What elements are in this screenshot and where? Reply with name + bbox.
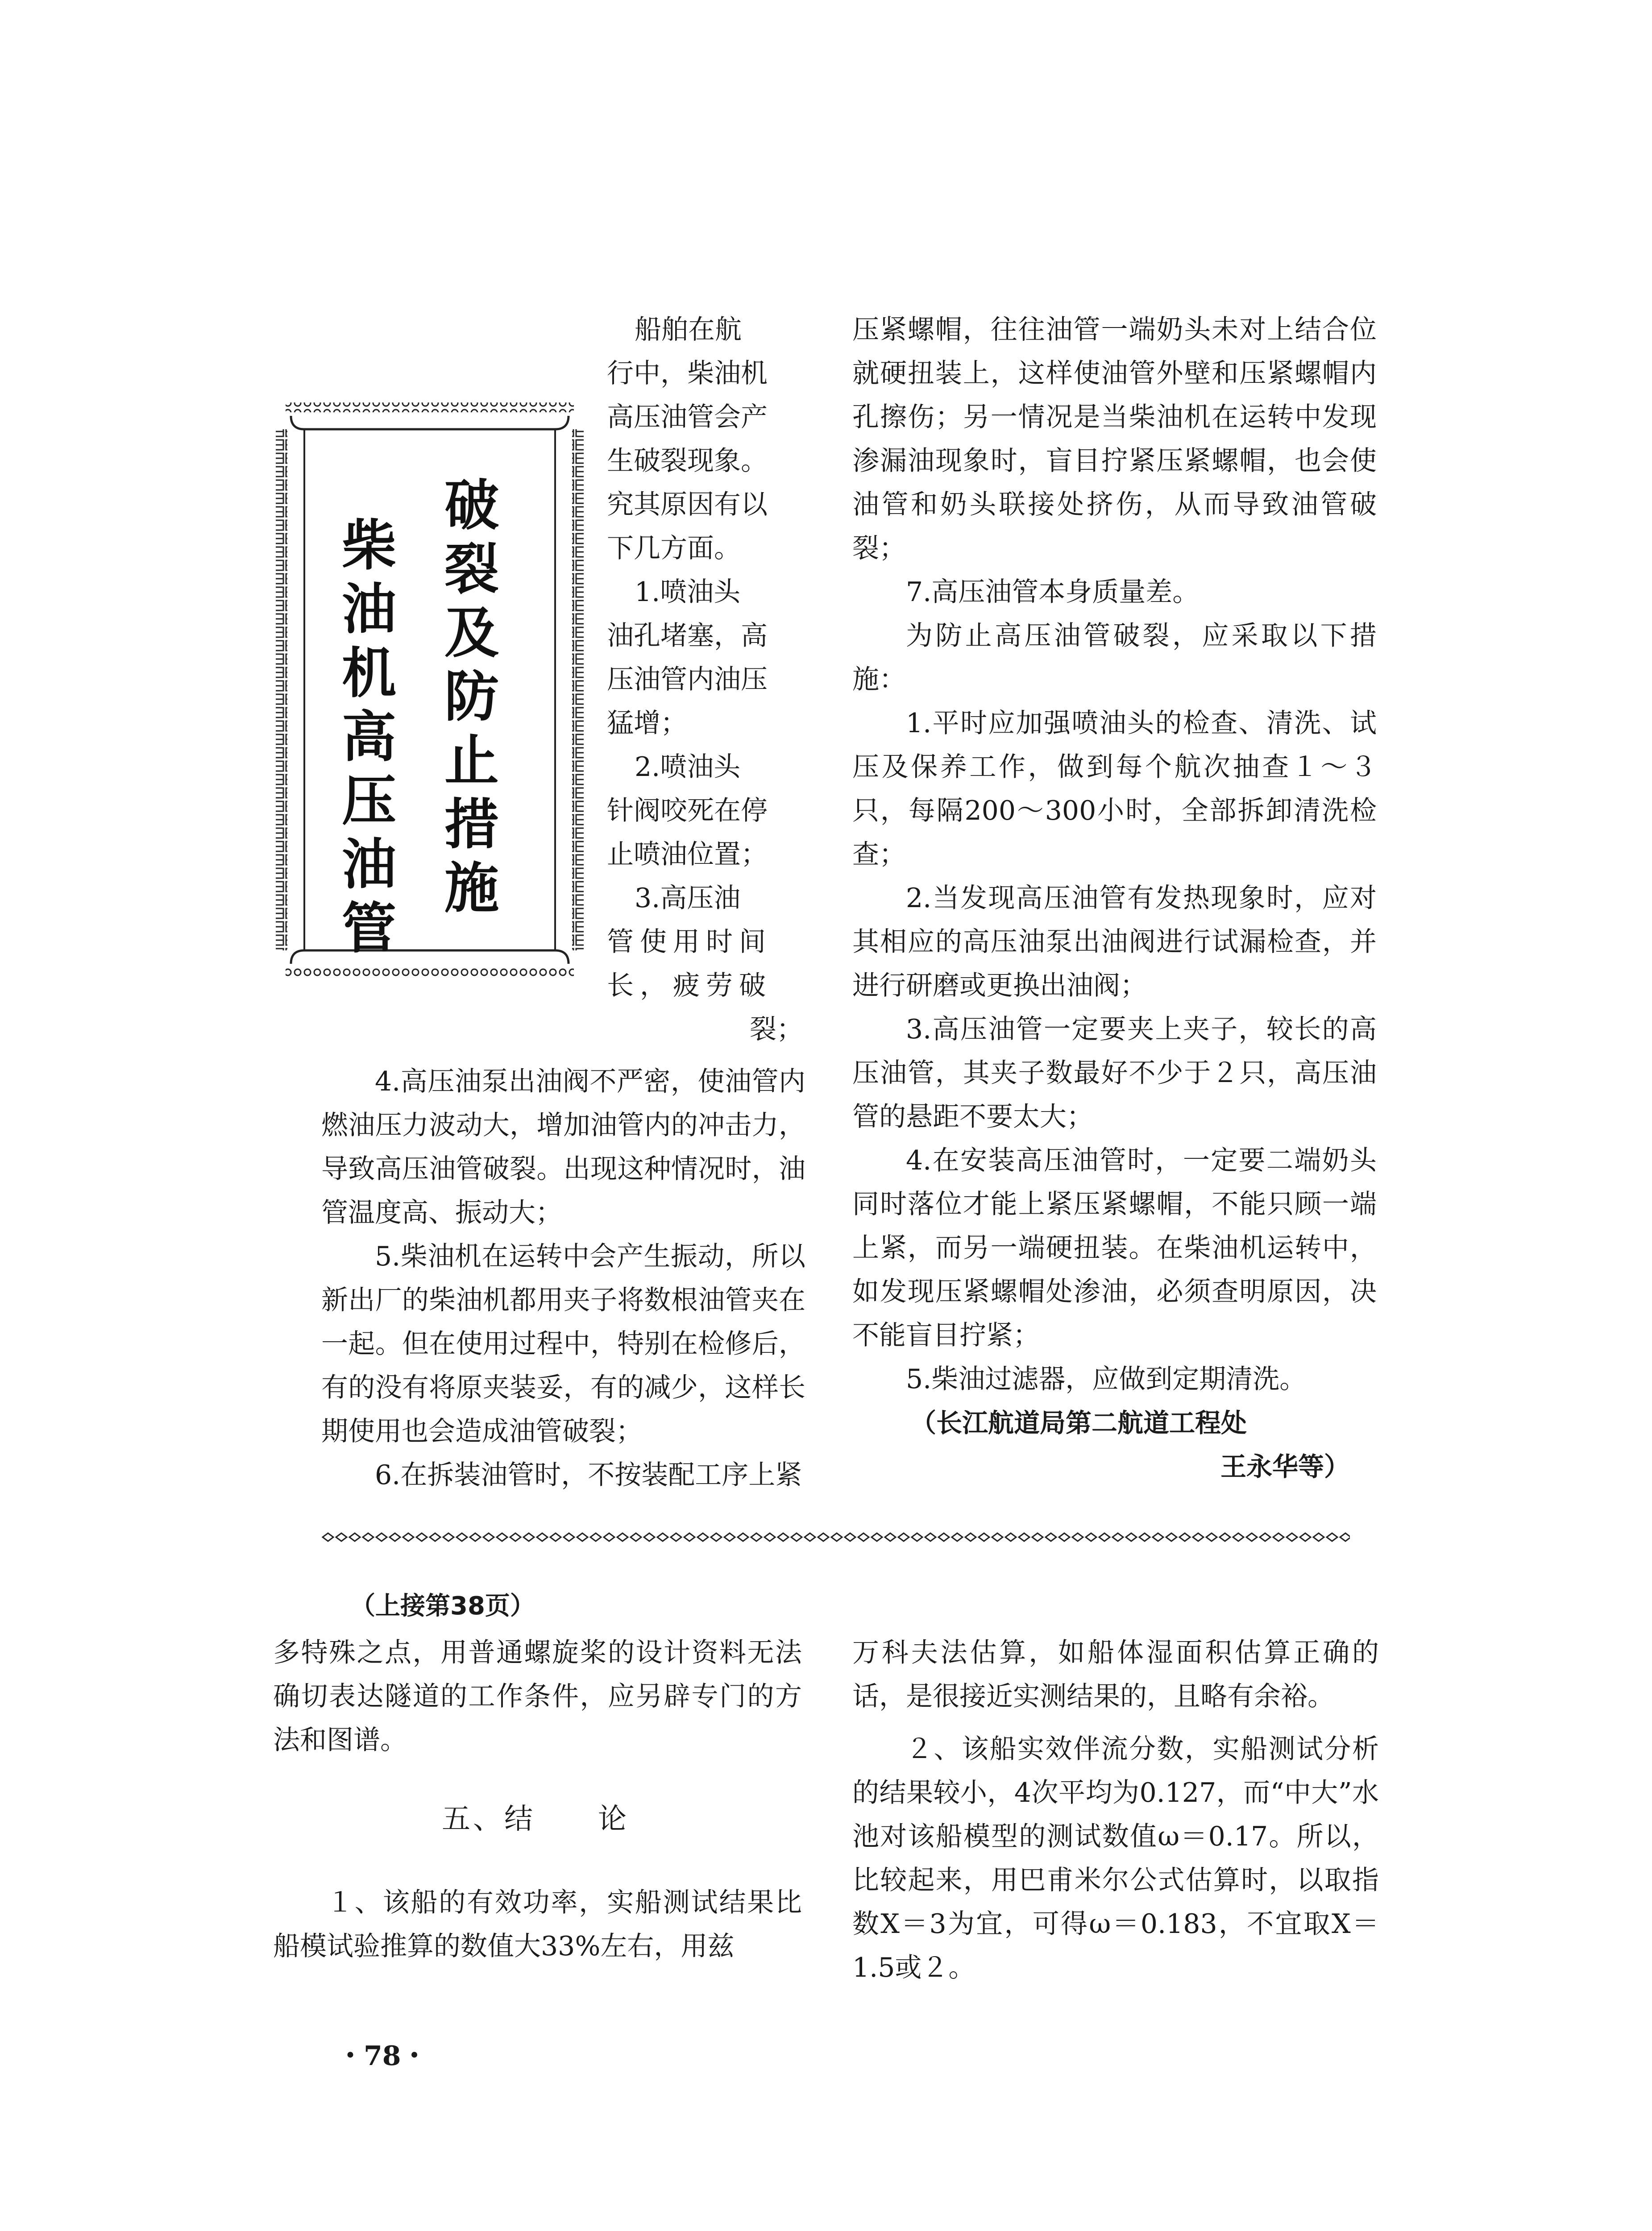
conclusion-2: ２、该船实效伴流分数，实船测试分析的结果较小，4次平均为0.127，而“中大”水池对该船模型的测试数值ω＝0.17。所以，比较起来，用巴甫米尔公式估算时，以取指数X＝3为宜，可得ω＝0.183，不宜取X＝1.5或２。 xyxy=(852,1733,1379,1983)
title-character: 压 xyxy=(342,769,396,833)
title-character: 柴 xyxy=(342,514,396,577)
item-6-continued: 压紧螺帽，往往油管一端奶头未对上结合位就硬扭装上，这样使油管外壁和压紧螺帽内孔擦伤；另一情况是当柴油机在运转中发现渗漏油现象时，盲目拧紧压紧螺帽，也会使油管和奶头联接处挤伤，从而导致油管破裂； xyxy=(852,314,1377,564)
title-character: 防 xyxy=(444,665,499,729)
item2-line: 针阀咬死在停 xyxy=(607,795,768,826)
item3-line: 3.高压油 xyxy=(635,883,741,914)
item-7: 7.高压油管本身质量差。 xyxy=(906,576,1200,608)
item3-line: 管使用时间 xyxy=(607,926,772,958)
title-column-left xyxy=(340,514,398,961)
section-heading-conclusion: 五、结 论 xyxy=(442,1803,629,1836)
item1-line: 压油管内油压 xyxy=(607,664,768,695)
title-character: 裂 xyxy=(444,538,499,601)
item-5: 5.柴油机在运转中会产生振动，所以新出厂的柴油机都用夹子将数根油管夹在一起。但在使用过程中，特别在检修后，有的没有将原夹装妥，有的减少，这样长期使用也会造成油管破裂； xyxy=(321,1241,805,1447)
item1-line: 1.喷油头 xyxy=(635,576,741,608)
attribution-line-1: （长江航道局第二航道工程处 xyxy=(910,1408,1247,1438)
measure-1: 1.平时应加强喷油头的检查、清洗、试压及保养工作，做到每个航次抽查１～３只，每隔200～300小时，全部拆卸清洗检查； xyxy=(852,708,1377,870)
attribution-line-2: 王永华等） xyxy=(1220,1451,1350,1482)
item1-line: 猛增； xyxy=(607,708,687,739)
measure-2: 2.当发现高压油管有发热现象时，应对其相应的高压油泵出油阀进行试漏检查，并进行研磨或更换出油阀； xyxy=(852,883,1377,1001)
title-character: 施 xyxy=(444,857,499,920)
title-box xyxy=(273,398,586,982)
intro-line: 船舶在航 xyxy=(635,314,742,345)
measure-4: 4.在安装高压油管时，一定要二端奶头同时落位才能上紧压紧螺帽，不能只顾一端上紧，而另一端硬扭装。在柴油机运转中，如发现压紧螺帽处渗油，必须查明原因，决不能盲目拧紧； xyxy=(852,1145,1377,1351)
continuation-paragraph: 多特殊之点，用普通螺旋桨的设计资料无法确切表达隧道的工作条件，应另辟专门的方法和图谱。 xyxy=(273,1637,802,1756)
continuation-paragraph-2: 万科夫法估算，如船体湿面积估算正确的话，是很接近实测结果的，且略有余裕。 xyxy=(852,1637,1379,1712)
title-character: 及 xyxy=(444,601,499,665)
title-character: 油 xyxy=(342,578,396,641)
item-4: 4.高压油泵出油阀不严密，使油管内燃油压力波动大，增加油管内的冲击力，导致高压油管破裂。出现这种情况时，油管温度高、振动大； xyxy=(321,1066,805,1228)
page-number: ・78・ xyxy=(337,2040,428,2072)
title-character: 机 xyxy=(342,642,396,705)
intro-line: 下几方面。 xyxy=(607,533,741,564)
title-character: 破 xyxy=(444,474,499,537)
column-1-body xyxy=(321,1060,805,1497)
measure-3: 3.高压油管一定要夹上夹子，较长的高压油管，其夹子数最好不少于２只，高压油管的悬距不要太大； xyxy=(852,1014,1377,1132)
continuation-column-1 xyxy=(273,1631,802,1762)
title-character: 措 xyxy=(444,793,499,856)
item-6-start: 6.在拆装油管时，不按装配工序上紧 xyxy=(375,1460,802,1491)
decorative-border xyxy=(273,398,586,982)
measures-intro: 为防止高压油管破裂，应采取以下措施： xyxy=(852,620,1377,695)
item1-line: 油孔堵塞，高 xyxy=(607,620,768,651)
column-2-body xyxy=(852,308,1377,1489)
continuation-label: （上接第38页） xyxy=(350,1592,535,1621)
conclusion-1: １、该船的有效功率，实船测试结果比船模试验推算的数值大33%左右，用兹 xyxy=(273,1887,802,1962)
title-column-right xyxy=(443,474,501,921)
item3-line: 裂； xyxy=(750,1014,803,1045)
item2-line: 2.喷油头 xyxy=(635,751,741,783)
item3-line: 长，疲劳破 xyxy=(607,970,772,1001)
title-character: 高 xyxy=(342,705,396,769)
continuation-column-2 xyxy=(852,1631,1379,1990)
intro-line: 行中，柴油机 xyxy=(607,358,768,389)
title-character: 止 xyxy=(444,729,499,792)
title-character: 油 xyxy=(342,833,396,896)
item2-line: 止喷油位置； xyxy=(607,839,768,870)
measure-5: 5.柴油过滤器，应做到定期清洗。 xyxy=(906,1364,1307,1395)
intro-line: 生破裂现象。 xyxy=(607,445,768,477)
title-character: 管 xyxy=(342,897,396,960)
divider-diamonds xyxy=(321,1528,1350,1546)
ornamental-divider xyxy=(321,1528,1350,1546)
intro-narrow-column xyxy=(607,308,803,1051)
intro-line: 高压油管会产 xyxy=(607,402,768,433)
conclusion-1-block xyxy=(273,1881,802,1968)
intro-line: 究其原因有以 xyxy=(607,489,768,520)
